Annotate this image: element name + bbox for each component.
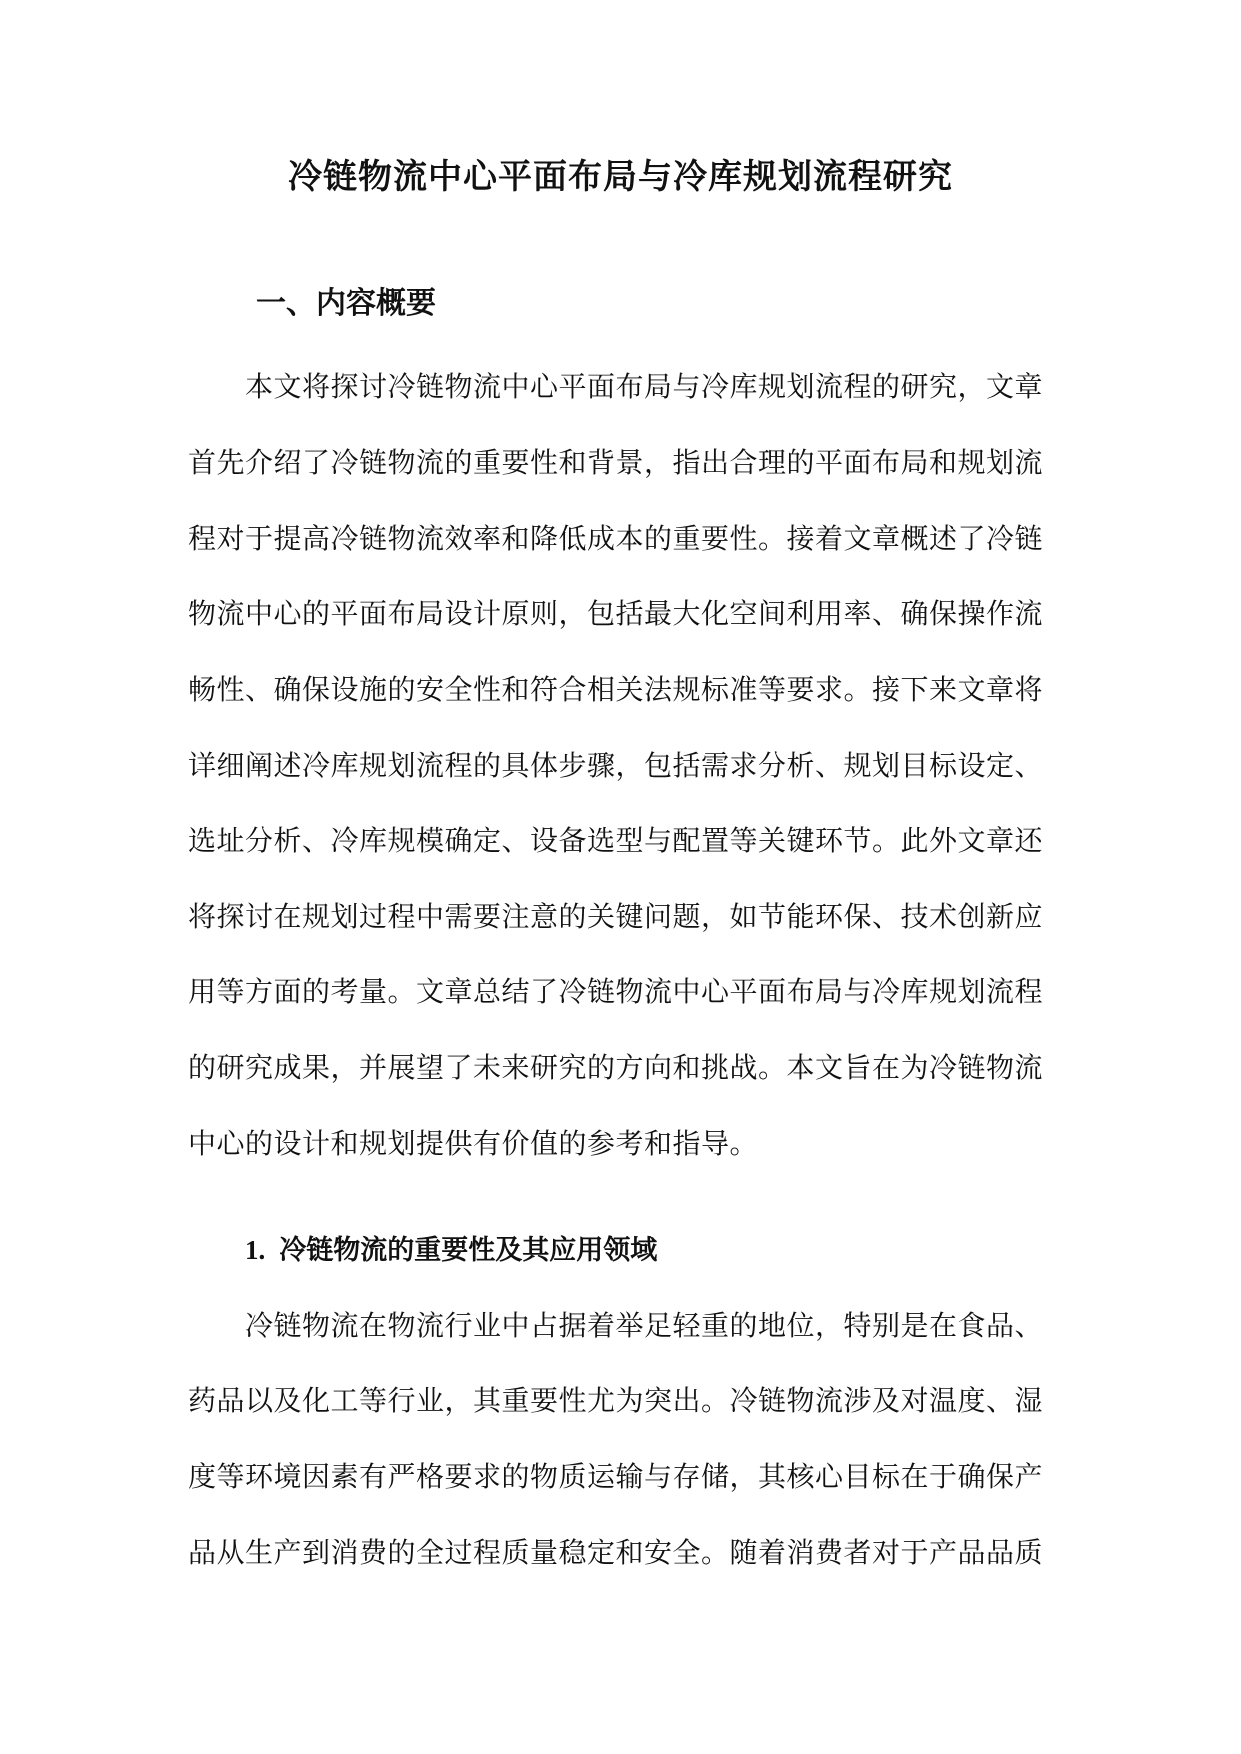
paragraph-line: 的研究成果，并展望了未来研究的方向和挑战。本文旨在为冷链物流 bbox=[188, 1051, 1044, 1084]
paragraph-line: 中心的设计和规划提供有价值的参考和指导。 bbox=[188, 1127, 759, 1160]
paragraph-line: 药品以及化工等行业，其重要性尤为突出。冷链物流涉及对温度、湿 bbox=[188, 1384, 1044, 1417]
paragraph-line: 物流中心的平面布局设计原则，包括最大化空间利用率、确保操作流 bbox=[188, 597, 1044, 630]
subsection-number: 1. bbox=[245, 1235, 266, 1265]
paragraph-line: 将探讨在规划过程中需要注意的关键问题，如节能环保、技术创新应 bbox=[188, 900, 1044, 933]
paragraph-line: 程对于提高冷链物流效率和降低成本的重要性。接着文章概述了冷链 bbox=[188, 522, 1044, 555]
paragraph-line: 度等环境因素有严格要求的物质运输与存储，其核心目标在于确保产 bbox=[188, 1460, 1044, 1493]
paragraph-line: 畅性、确保设施的安全性和符合相关法规标准等要求。接下来文章将 bbox=[188, 673, 1044, 706]
paragraph-line: 冷链物流在物流行业中占据着举足轻重的地位，特别是在食品、 bbox=[245, 1309, 1044, 1342]
paragraph-line: 详细阐述冷库规划流程的具体步骤，包括需求分析、规划目标设定、 bbox=[188, 749, 1044, 782]
paragraph-line: 本文将探讨冷链物流中心平面布局与冷库规划流程的研究，文章 bbox=[245, 370, 1044, 403]
document-title: 冷链物流中心平面布局与冷库规划流程研究 bbox=[288, 157, 953, 197]
paragraph-line: 用等方面的考量。文章总结了冷链物流中心平面布局与冷库规划流程 bbox=[188, 975, 1044, 1008]
paragraph-line: 首先介绍了冷链物流的重要性和背景，指出合理的平面布局和规划流 bbox=[188, 446, 1044, 479]
subsection-title: 冷链物流的重要性及其应用领域 bbox=[279, 1235, 658, 1266]
subsection-heading bbox=[245, 1230, 657, 1271]
paragraph-line: 选址分析、冷库规模确定、设备选型与配置等关键环节。此外文章还 bbox=[188, 824, 1044, 857]
paragraph-line: 品从生产到消费的全过程质量稳定和安全。随着消费者对于产品品质 bbox=[188, 1536, 1044, 1569]
section-heading-summary: 一、内容概要 bbox=[256, 286, 436, 321]
